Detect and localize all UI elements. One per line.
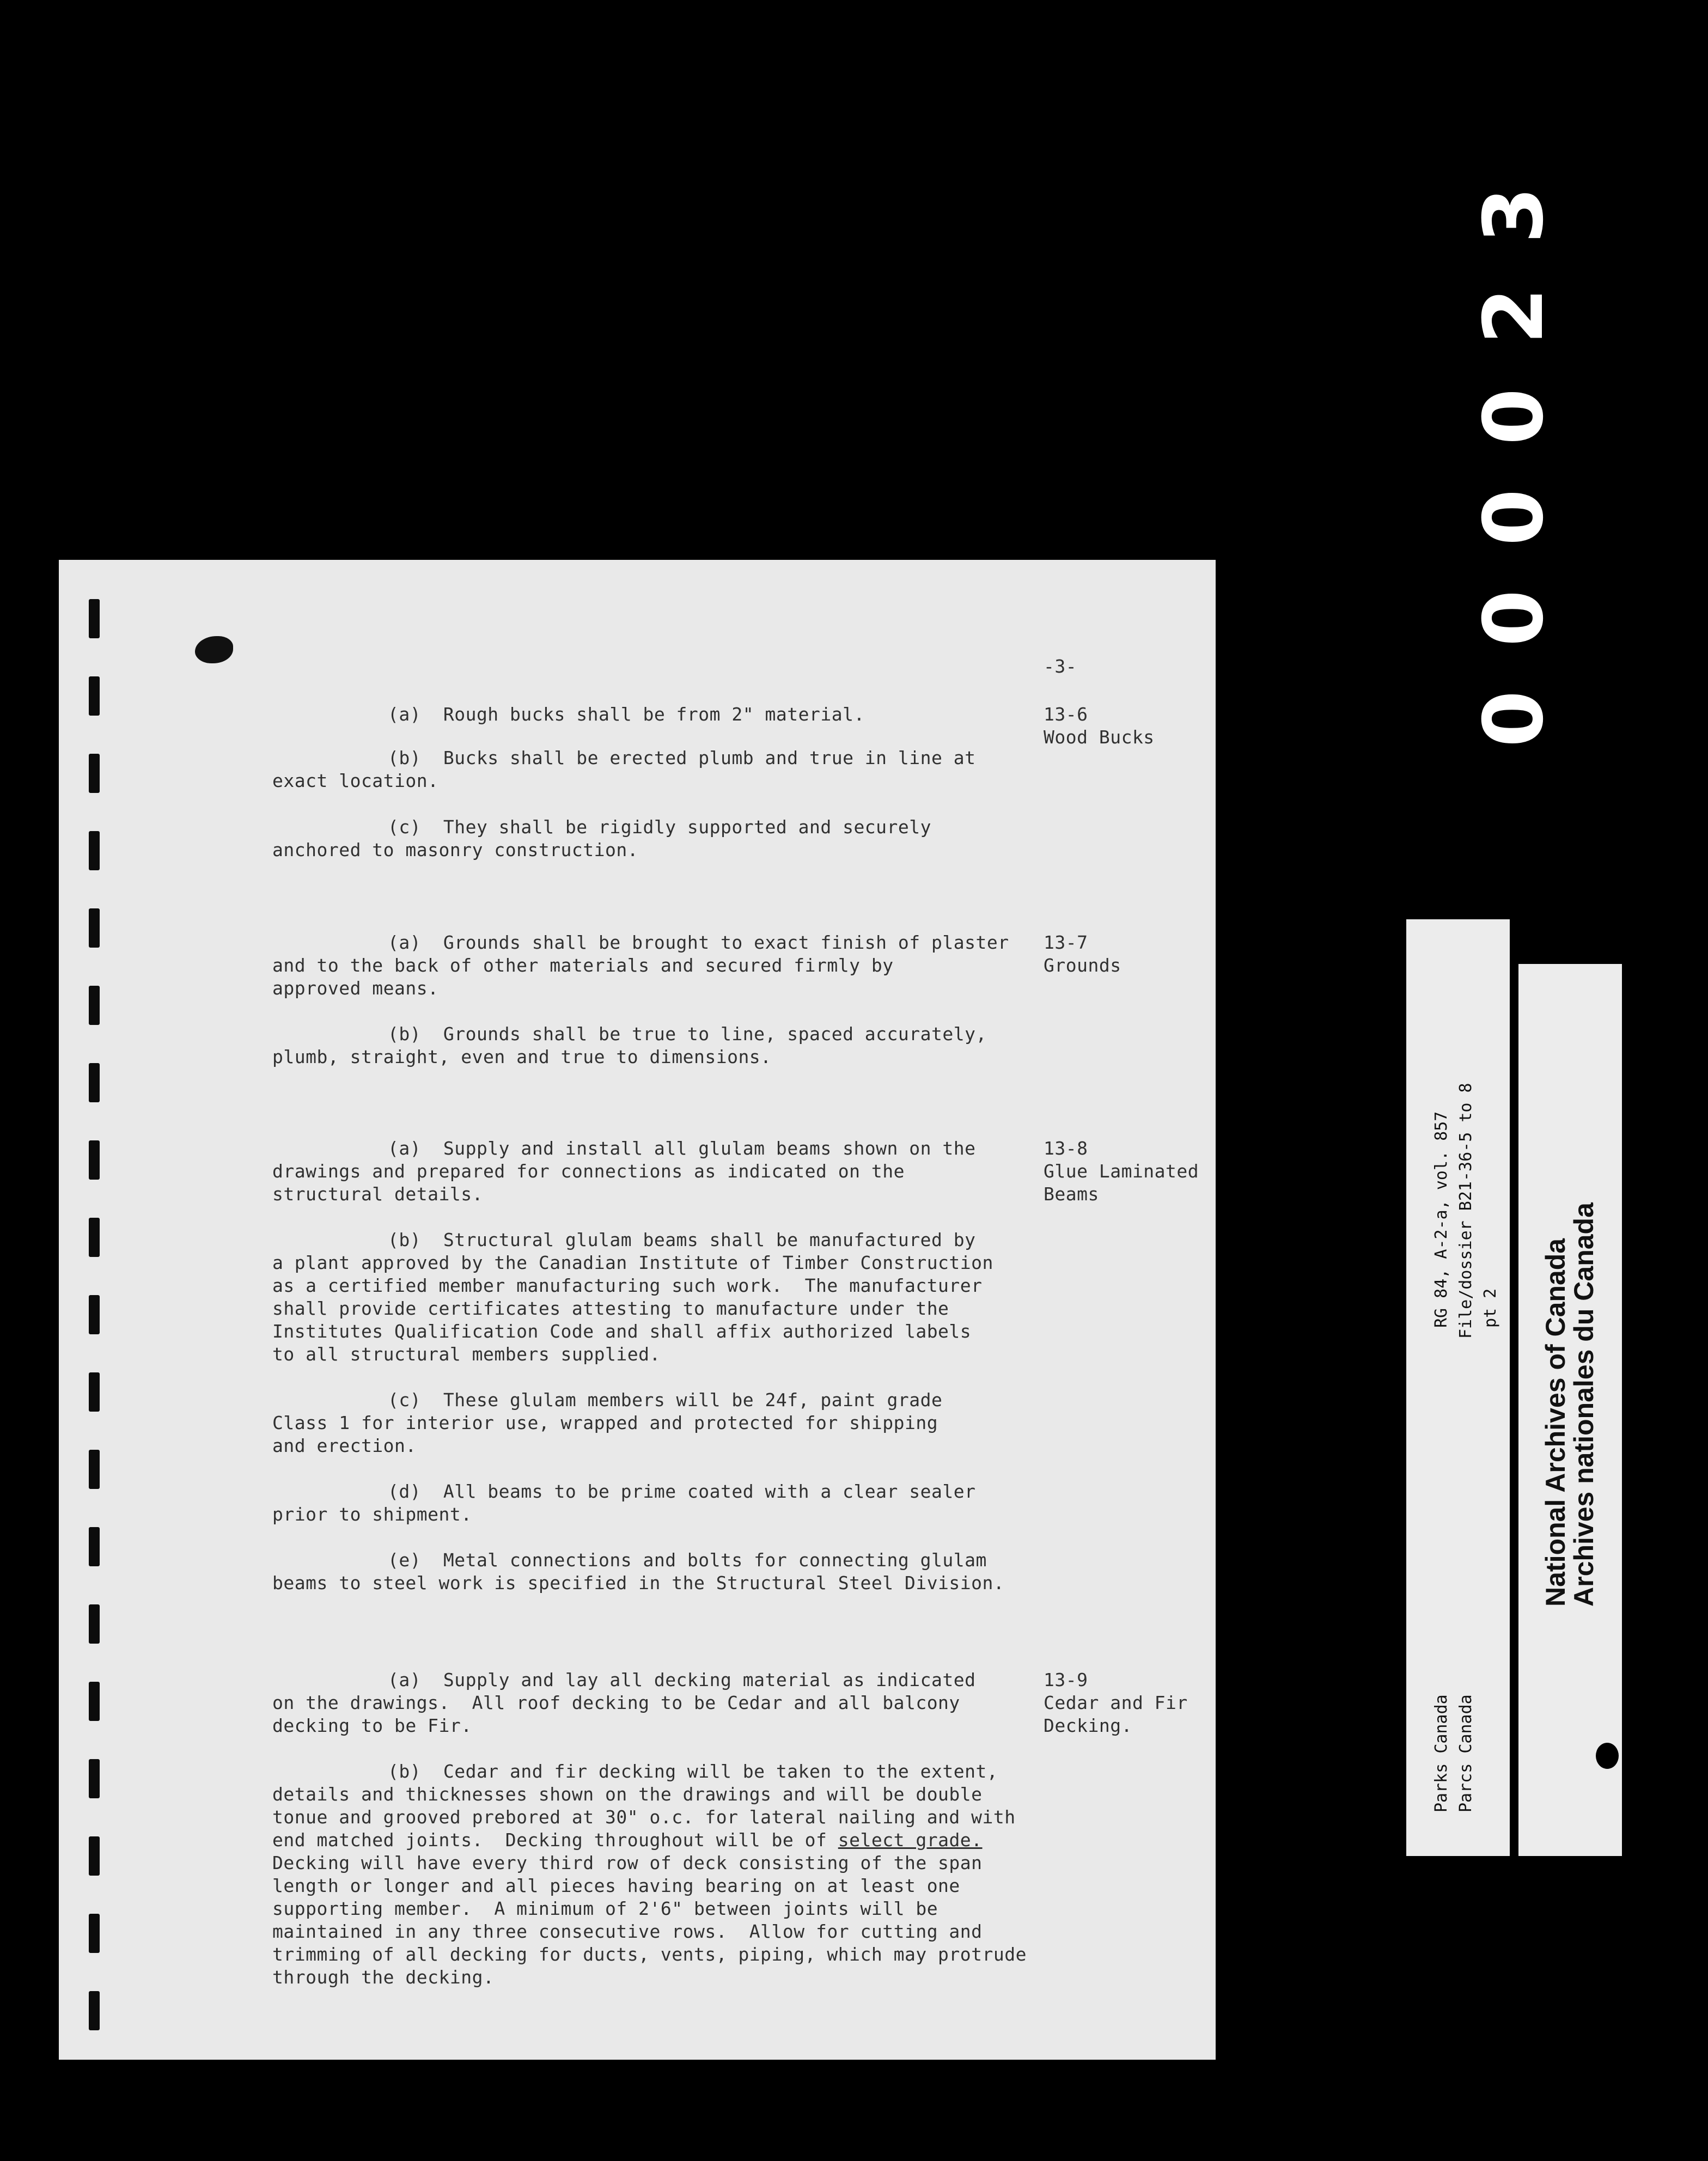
body-line: decking to be Fir. xyxy=(272,1715,472,1736)
body-line: and erection. xyxy=(272,1435,417,1456)
reference-line: pt 2 xyxy=(1481,1288,1500,1328)
body-text: end matched joints. Decking throughout will be of xyxy=(272,1829,838,1851)
punch-hole xyxy=(89,1218,100,1257)
body-line: Institutes Qualification Code and shall affix authorized labels xyxy=(272,1321,972,1342)
section-number: 13-6 xyxy=(1044,704,1088,725)
body-line: (b) Structural glulam beams shall be manufactured by xyxy=(388,1229,976,1250)
punch-hole xyxy=(89,1450,100,1489)
body-line: (b) Bucks shall be erected plumb and true in line at xyxy=(388,747,976,768)
body-line xyxy=(272,1829,983,1852)
reference-line: Parcs Canada xyxy=(1456,1694,1475,1812)
archive-name-en: National Archives of Canada xyxy=(1540,1238,1571,1607)
body-line: (e) Metal connections and bolts for connecting glulam xyxy=(388,1549,987,1571)
frame-digit: 2 xyxy=(1467,287,1561,345)
punch-hole xyxy=(89,831,100,870)
frame-digit: 0 xyxy=(1467,388,1561,445)
body-line: (b) Cedar and fir decking will be taken to the extent, xyxy=(388,1761,998,1782)
body-line: (a) Grounds shall be brought to exact finish of plaster xyxy=(388,932,1009,953)
section-title: Cedar and Fir xyxy=(1044,1692,1188,1713)
body-line: approved means. xyxy=(272,978,439,999)
body-line: maintained in any three consecutive rows. Allow for cutting and xyxy=(272,1921,983,1942)
frame-digit: 0 xyxy=(1467,589,1561,647)
section-number: 13-7 xyxy=(1044,932,1088,953)
punch-hole xyxy=(89,1759,100,1798)
reference-line: File/dossier B21-36-5 to 8 xyxy=(1456,1083,1475,1339)
body-line: exact location. xyxy=(272,770,439,791)
body-line: (a) Supply and install all glulam beams shown on the xyxy=(388,1138,976,1159)
body-line: Decking will have every third row of deck consisting of the span xyxy=(272,1852,983,1873)
body-line: details and thicknesses shown on the drawings and will be double xyxy=(272,1784,983,1805)
punch-hole xyxy=(89,1295,100,1334)
ink-speck xyxy=(1596,1743,1619,1769)
section-number: 13-9 xyxy=(1044,1669,1088,1690)
section-title: Glue Laminated xyxy=(1044,1161,1199,1182)
body-line: (a) Supply and lay all decking material as indicated xyxy=(388,1669,976,1690)
body-line: drawings and prepared for connections as indicated on the xyxy=(272,1161,905,1182)
punch-hole xyxy=(89,986,100,1025)
frame-digit: 3 xyxy=(1467,186,1561,244)
punch-hole xyxy=(89,1372,100,1412)
frame-digit: 0 xyxy=(1467,489,1561,546)
page-number: -3- xyxy=(1044,656,1077,677)
punch-hole xyxy=(89,908,100,948)
punch-hole xyxy=(89,1063,100,1102)
body-line: prior to shipment. xyxy=(272,1504,472,1525)
body-line: length or longer and all pieces having bearing on at least one xyxy=(272,1875,960,1896)
body-line: and to the back of other materials and secured firmly by xyxy=(272,955,894,976)
body-line: tonue and grooved prebored at 30" o.c. for lateral nailing and with xyxy=(272,1806,1016,1828)
punch-hole xyxy=(89,599,100,638)
body-line: shall provide certificates attesting to manufacture under the xyxy=(272,1298,949,1319)
body-line: (d) All beams to be prime coated with a clear sealer xyxy=(388,1481,976,1502)
body-line: on the drawings. All roof decking to be Cedar and all balcony xyxy=(272,1692,960,1713)
body-line: beams to steel work is specified in the Structural Steel Division. xyxy=(272,1572,1005,1594)
reference-line: Parks Canada xyxy=(1432,1694,1451,1812)
reference-label xyxy=(1406,919,1510,1856)
punch-hole xyxy=(89,1991,100,2030)
punch-hole xyxy=(89,1140,100,1180)
punch-hole xyxy=(89,1604,100,1644)
body-line: through the decking. xyxy=(272,1967,495,1988)
archive-label xyxy=(1518,964,1622,1856)
document-page xyxy=(59,560,1216,2060)
ink-blot xyxy=(195,636,233,663)
reference-line: RG 84, A-2-a, vol. 857 xyxy=(1432,1111,1451,1328)
body-line: as a certified member manufacturing such work. The manufacturer xyxy=(272,1275,983,1296)
body-line: Class 1 for interior use, wrapped and protected for shipping xyxy=(272,1412,938,1433)
body-line: (a) Rough bucks shall be from 2" material. xyxy=(388,704,865,725)
body-line: structural details. xyxy=(272,1183,483,1205)
body-line: (c) These glulam members will be 24f, paint grade xyxy=(388,1389,943,1411)
body-line: trimming of all decking for ducts, vents, piping, which may protrude xyxy=(272,1944,1027,1965)
punch-hole xyxy=(89,754,100,793)
punch-hole xyxy=(89,1836,100,1876)
section-title: Beams xyxy=(1044,1183,1099,1205)
punch-hole xyxy=(89,1527,100,1566)
body-line: plumb, straight, even and true to dimensions. xyxy=(272,1046,772,1067)
section-number: 13-8 xyxy=(1044,1138,1088,1159)
body-line: to all structural members supplied. xyxy=(272,1344,661,1365)
body-line: (c) They shall be rigidly supported and securely xyxy=(388,816,932,838)
frame-number xyxy=(1467,131,1561,748)
body-line: (b) Grounds shall be true to line, spaced accurately, xyxy=(388,1023,987,1045)
punch-hole xyxy=(89,1682,100,1721)
section-title: Grounds xyxy=(1044,955,1121,976)
frame-digit: 0 xyxy=(1467,690,1561,748)
section-title: Wood Bucks xyxy=(1044,727,1155,748)
body-line: anchored to masonry construction. xyxy=(272,839,639,860)
body-line: supporting member. A minimum of 2'6" between joints will be xyxy=(272,1898,938,1919)
underlined-text: select grade. xyxy=(838,1829,983,1851)
body-line: a plant approved by the Canadian Institute of Timber Construction xyxy=(272,1252,993,1273)
section-title: Decking. xyxy=(1044,1715,1132,1736)
punch-hole xyxy=(89,1914,100,1953)
punch-hole xyxy=(89,676,100,716)
archive-name-fr: Archives nationales du Canada xyxy=(1569,1202,1599,1607)
